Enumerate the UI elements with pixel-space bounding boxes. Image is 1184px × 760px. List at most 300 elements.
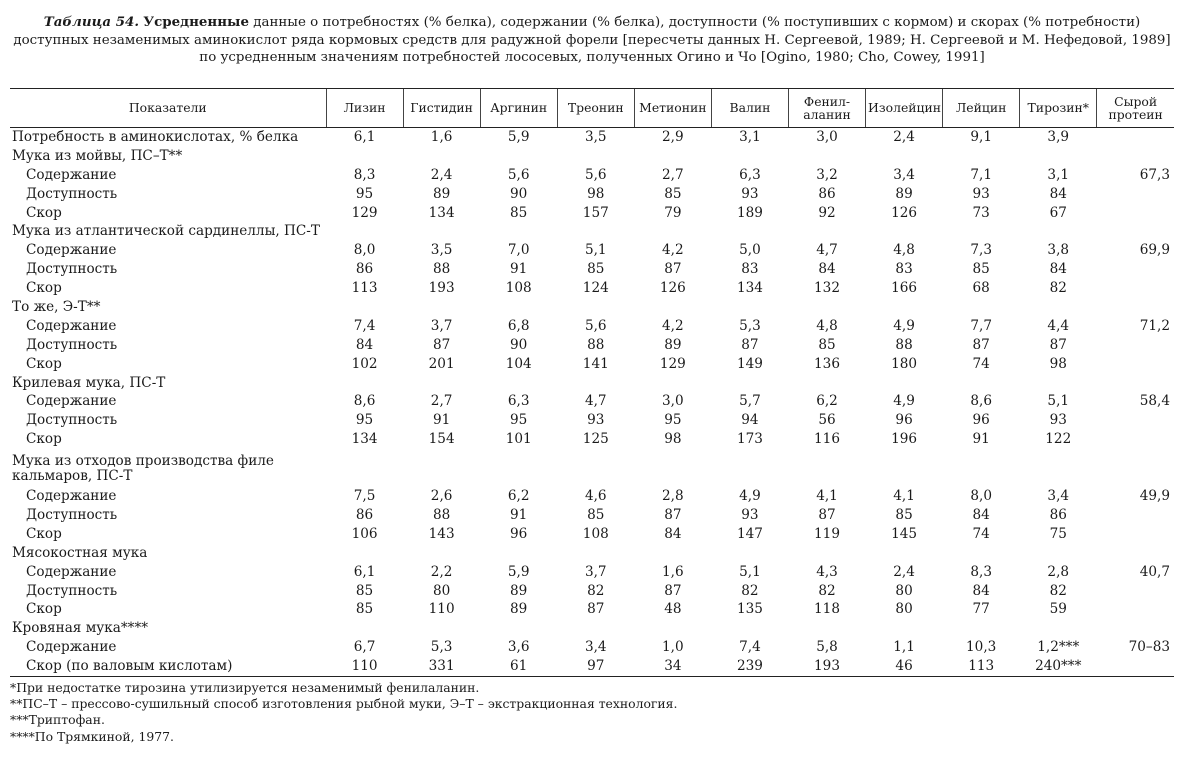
- table-cell: 4,2: [662, 317, 684, 334]
- table-cell: 95: [355, 185, 374, 202]
- table-row: [10, 185, 1174, 204]
- table-row: [10, 563, 1174, 582]
- row-label: Скор: [26, 525, 62, 542]
- table-row: [10, 204, 1174, 223]
- table-row: [10, 411, 1174, 430]
- row-label: Содержание: [26, 488, 117, 505]
- protein-cell: 67,3: [1139, 166, 1170, 183]
- empty-cell: [943, 544, 1020, 563]
- table-row: [10, 317, 1174, 336]
- table-cell: 93: [741, 185, 759, 202]
- table-cell: 93: [1049, 412, 1067, 429]
- table-cell: 201: [428, 355, 455, 372]
- table-caption: [10, 14, 1174, 67]
- protein-cell: 40,7: [1139, 563, 1170, 580]
- table-cell: 8,6: [970, 393, 992, 410]
- empty-cell: [1020, 544, 1097, 563]
- table-cell: 94: [741, 412, 759, 429]
- table-cell: 87: [1049, 336, 1067, 353]
- empty-cell: [1097, 147, 1174, 166]
- table-cell: 2,7: [662, 166, 684, 183]
- empty-cell: [326, 374, 403, 393]
- column-header: Лейцин: [943, 89, 1020, 128]
- table-cell: 5,3: [430, 639, 453, 656]
- table-cell: 7,4: [739, 639, 761, 656]
- row-label: Скор: [26, 601, 62, 618]
- row-label: Содержание: [26, 563, 117, 580]
- table-cell: 46: [866, 657, 943, 676]
- table-cell: 84: [972, 582, 990, 599]
- table-cell: 4,7: [816, 242, 838, 259]
- table-cell: 48: [664, 601, 682, 618]
- table-cell: 8,6: [353, 393, 376, 410]
- table-cell: 6,2: [507, 488, 530, 505]
- protein-cell: 58,4: [1139, 393, 1170, 410]
- empty-cell: [480, 222, 557, 241]
- empty-cell: [1097, 298, 1174, 317]
- table-cell: 80: [432, 582, 451, 599]
- empty-cell: [557, 619, 634, 638]
- table-cell: 93: [972, 185, 990, 202]
- table-cell: 10,3: [966, 639, 997, 656]
- empty-cell: [326, 298, 403, 317]
- table-cell: 124: [582, 280, 609, 297]
- table-cell: 8,0: [970, 488, 992, 505]
- table-cell: 4,1: [816, 488, 838, 505]
- row-label: Содержание: [26, 242, 117, 259]
- empty-cell: [403, 298, 480, 317]
- table-cell: 74: [972, 525, 990, 542]
- table-cell: 85: [355, 582, 374, 599]
- table-cell: 5,0: [739, 242, 761, 259]
- table-cell: 5,3: [739, 317, 761, 334]
- table-cell: 98: [587, 185, 605, 202]
- empty-cell: [943, 147, 1020, 166]
- column-header: Гистидин: [403, 89, 480, 128]
- table-cell: 6,3: [739, 166, 761, 183]
- table-row: [10, 166, 1174, 185]
- empty-cell: [866, 374, 943, 393]
- protein-cell: [1097, 430, 1174, 449]
- table-cell: 79: [664, 204, 682, 221]
- row-label: Мука из мойвы, ПС–Т**: [12, 147, 183, 164]
- table-cell: 7,0: [507, 242, 530, 259]
- table-cell: 157: [582, 204, 609, 221]
- table-cell: 5,6: [584, 166, 607, 183]
- table-cell: 154: [428, 431, 455, 448]
- table-cell: 132: [814, 280, 840, 297]
- row-label: Кровяная мука****: [12, 620, 149, 637]
- table-cell: 108: [582, 525, 609, 542]
- table-cell: 84: [818, 261, 836, 278]
- table-row: [10, 392, 1174, 411]
- protein-cell: [1097, 525, 1174, 544]
- table-cell: 3,0: [816, 128, 838, 145]
- empty-cell: [557, 544, 634, 563]
- table-cell: 96: [972, 412, 990, 429]
- table-cell: 7,4: [353, 317, 376, 334]
- row-label: Скор: [26, 431, 62, 448]
- protein-cell: [1097, 582, 1174, 601]
- table-cell: 4,7: [584, 393, 607, 410]
- table-cell: 6,3: [507, 393, 530, 410]
- table-cell: 61: [480, 657, 557, 676]
- row-label: Содержание: [26, 393, 117, 410]
- row-label: Скор (по валовым кислотам): [10, 657, 326, 676]
- table-cell: 4,8: [893, 242, 915, 259]
- empty-cell: [866, 449, 943, 487]
- table-cell: 4,4: [1047, 317, 1070, 334]
- empty-cell: [480, 544, 557, 563]
- protein-cell: 69,9: [1139, 242, 1170, 259]
- table-cell: 134: [736, 280, 763, 297]
- row-label: Скор: [26, 204, 62, 221]
- table-cell: 7,3: [970, 242, 992, 259]
- row-label: Содержание: [26, 317, 117, 334]
- table-cell: 193: [428, 280, 455, 297]
- table-cell: 6,1: [353, 128, 376, 145]
- table-cell: 3,9: [1047, 128, 1070, 145]
- table-cell: 87: [972, 336, 990, 353]
- table-cell: 85: [818, 336, 836, 353]
- table-cell: 84: [1049, 261, 1067, 278]
- table-cell: 6,8: [507, 317, 530, 334]
- table-cell: 3,6: [507, 639, 530, 656]
- empty-cell: [557, 222, 634, 241]
- row-label: Мука из отходов производства филе кальмаров, ПС-Т: [12, 453, 274, 485]
- protein-cell: 49,9: [1139, 488, 1170, 505]
- table-cell: 129: [659, 355, 686, 372]
- empty-cell: [788, 449, 865, 487]
- table-cell: 95: [355, 412, 374, 429]
- row-label: Доступность: [26, 582, 118, 599]
- empty-cell: [480, 619, 557, 638]
- row-label: Скор: [26, 280, 62, 297]
- row-label: То же, Э-Т**: [12, 298, 101, 315]
- table-cell: 88: [895, 336, 913, 353]
- row-label: Содержание: [26, 639, 117, 656]
- table-cell: 87: [432, 336, 451, 353]
- table-cell: 84: [664, 525, 682, 542]
- table-cell: 5,1: [1047, 393, 1070, 410]
- empty-cell: [403, 544, 480, 563]
- table-cell: 126: [891, 204, 918, 221]
- caption-text: данные о потребностях (% белка), содержании (% белка), доступности (% поступивших с кормом) и скорах (% потребности) доступных незаменимых аминокислот ряда кормовых средств для радужной форели [пересчеты данных Н. Сергеевой, 1989; Н. Сергеевой и М. Нефедовой, 1989] по усредненным значениям потребностей лососевых, полученных Огино и Чо [Ogino, 1980; Cho, Cowey, 1991]: [13, 15, 1171, 65]
- table-cell: 129: [351, 204, 378, 221]
- empty-cell: [1097, 619, 1174, 638]
- empty-cell: [711, 374, 788, 393]
- table-cell: 3,2: [816, 166, 838, 183]
- table-cell: 4,8: [816, 317, 838, 334]
- table-row: [10, 147, 1174, 166]
- table-cell: 5,7: [739, 393, 761, 410]
- row-label: Содержание: [26, 166, 117, 183]
- table-row: [10, 128, 1174, 147]
- protein-cell: [1097, 336, 1174, 355]
- empty-cell: [1097, 222, 1174, 241]
- row-label: Скор: [26, 355, 62, 372]
- amino-acid-table: [10, 88, 1174, 677]
- empty-cell: [326, 544, 403, 563]
- table-cell: 96: [510, 525, 528, 542]
- empty-cell: [403, 147, 480, 166]
- table-cell: 77: [972, 601, 990, 618]
- table-cell: 4,2: [662, 242, 684, 259]
- empty-cell: [1020, 449, 1097, 487]
- table-cell: 106: [351, 525, 378, 542]
- table-row: [10, 487, 1174, 506]
- table-cell: 113: [943, 657, 1020, 676]
- table-row: [10, 430, 1174, 449]
- row-label: Мука из атлантической сардинеллы, ПС-Т: [12, 223, 320, 240]
- table-cell: 91: [510, 506, 528, 523]
- table-cell: 2,4: [893, 563, 915, 580]
- table-header-row: [10, 89, 1174, 128]
- empty-cell: [634, 147, 711, 166]
- table-cell: 92: [818, 204, 836, 221]
- table-cell: 189: [736, 204, 763, 221]
- table-cell: 84: [1049, 185, 1067, 202]
- table-cell: 89: [432, 185, 451, 202]
- table-cell: 74: [972, 355, 990, 372]
- empty-cell: [480, 147, 557, 166]
- table-cell: 82: [741, 582, 759, 599]
- table-cell: 2,8: [1047, 563, 1070, 580]
- table-cell: 8,0: [353, 242, 376, 259]
- table-cell: 96: [895, 412, 913, 429]
- table-cell: 87: [664, 261, 682, 278]
- empty-cell: [943, 374, 1020, 393]
- table-cell: 88: [587, 336, 605, 353]
- table-row: [10, 222, 1174, 241]
- table-cell: 86: [355, 261, 374, 278]
- empty-cell: [557, 374, 634, 393]
- empty-cell: [403, 449, 480, 487]
- table-cell: 87: [741, 336, 759, 353]
- empty-cell: [326, 147, 403, 166]
- table-cell: 101: [505, 431, 532, 448]
- table-cell: 91: [972, 431, 990, 448]
- table-cell: 56: [818, 412, 836, 429]
- empty-cell: [1097, 449, 1174, 487]
- empty-cell: [480, 374, 557, 393]
- table-cell: 93: [587, 412, 605, 429]
- caption-bold-text: Усредненные: [143, 14, 249, 30]
- table-cell: 80: [895, 582, 913, 599]
- caption-label: Таблица 54.: [43, 14, 139, 30]
- table-cell: 3,4: [1047, 488, 1070, 505]
- table-cell: 7,5: [353, 488, 376, 505]
- table-cell: 6,2: [816, 393, 838, 410]
- protein-cell: [1097, 600, 1174, 619]
- table-cell: 86: [355, 506, 374, 523]
- table-cell: 90: [510, 336, 528, 353]
- empty-cell: [557, 147, 634, 166]
- table-cell: 3,1: [739, 128, 761, 145]
- protein-cell: [1097, 506, 1174, 525]
- empty-cell: [1097, 544, 1174, 563]
- empty-cell: [326, 619, 403, 638]
- empty-cell: [634, 544, 711, 563]
- column-header: Валин: [711, 89, 788, 128]
- column-header: Аргинин: [480, 89, 557, 128]
- table-cell: 173: [736, 431, 763, 448]
- table-cell: 1,6: [430, 128, 453, 145]
- empty-cell: [634, 449, 711, 487]
- table-cell: 5,8: [816, 639, 838, 656]
- column-header: Треонин: [557, 89, 634, 128]
- table-cell: 34: [634, 657, 711, 676]
- table-row: [10, 374, 1174, 393]
- row-label: Доступность: [26, 185, 118, 202]
- table-cell: 89: [895, 185, 913, 202]
- table-cell: 80: [895, 601, 913, 618]
- table-cell: 122: [1045, 431, 1072, 448]
- row-label: Мясокостная мука: [12, 544, 148, 561]
- table-cell: 97: [557, 657, 634, 676]
- empty-cell: [943, 449, 1020, 487]
- table-row: [10, 260, 1174, 279]
- table-cell: 82: [1049, 280, 1067, 297]
- column-header: Фенил-аланин: [788, 89, 865, 128]
- table-cell: 5,1: [739, 563, 761, 580]
- table-cell: 82: [587, 582, 605, 599]
- empty-cell: [711, 222, 788, 241]
- table-cell: 3,4: [893, 166, 915, 183]
- table-cell: 95: [510, 412, 528, 429]
- table-cell: 8,3: [353, 166, 376, 183]
- table-cell: 7,1: [970, 166, 992, 183]
- table-cell: 91: [510, 261, 528, 278]
- table-cell: 85: [972, 261, 990, 278]
- table-row: [10, 525, 1174, 544]
- table-cell: 166: [891, 280, 918, 297]
- table-cell: 3,0: [662, 393, 684, 410]
- table-cell: 102: [351, 355, 378, 372]
- protein-cell: [1097, 355, 1174, 374]
- table-cell: 116: [814, 431, 840, 448]
- table-cell: 147: [736, 525, 763, 542]
- table-cell: 5,9: [507, 563, 530, 580]
- empty-cell: [634, 222, 711, 241]
- empty-cell: [866, 544, 943, 563]
- table-cell: 89: [510, 601, 528, 618]
- column-header: Метионин: [634, 89, 711, 128]
- table-row: [10, 544, 1174, 563]
- protein-cell: [1097, 185, 1174, 204]
- empty-cell: [943, 619, 1020, 638]
- table-cell: 110: [326, 657, 403, 676]
- table-cell: 118: [814, 601, 840, 618]
- table-cell: 180: [891, 355, 918, 372]
- table-row: [10, 657, 1174, 676]
- empty-cell: [788, 544, 865, 563]
- table-cell: 85: [355, 601, 374, 618]
- empty-cell: [788, 374, 865, 393]
- empty-cell: [943, 222, 1020, 241]
- table-row: [10, 336, 1174, 355]
- table-cell: 149: [736, 355, 763, 372]
- table-row: [10, 638, 1174, 657]
- table-cell: 7,7: [970, 317, 992, 334]
- empty-cell: [1020, 147, 1097, 166]
- table-cell: 331: [403, 657, 480, 676]
- column-header: Тирозин*: [1020, 89, 1097, 128]
- table-cell: 125: [582, 431, 609, 448]
- protein-cell: 71,2: [1139, 317, 1170, 334]
- column-header: Изолейцин: [866, 89, 943, 128]
- table-cell: 5,1: [584, 242, 607, 259]
- protein-cell: [1097, 204, 1174, 223]
- table-cell: 240***: [1020, 657, 1097, 676]
- table-cell: 110: [428, 601, 455, 618]
- empty-cell: [557, 449, 634, 487]
- empty-cell: [1020, 374, 1097, 393]
- table-row: [10, 449, 1174, 487]
- row-label: Крилевая мука, ПС-Т: [12, 374, 166, 391]
- footnote: ****По Трямкиной, 1977.: [10, 728, 174, 744]
- table-cell: 82: [1049, 582, 1067, 599]
- table-cell: 85: [510, 204, 528, 221]
- table-cell: 3,7: [584, 563, 607, 580]
- table-cell: 85: [587, 506, 605, 523]
- empty-cell: [711, 544, 788, 563]
- empty-cell: [711, 619, 788, 638]
- table-cell: 1,1: [893, 639, 915, 656]
- table-cell: 87: [664, 582, 682, 599]
- table-cell: 5,9: [507, 128, 530, 145]
- table-cell: 6,7: [353, 639, 376, 656]
- table-cell: 87: [818, 506, 836, 523]
- empty-cell: [866, 298, 943, 317]
- table-cell: 2,4: [430, 166, 453, 183]
- table-row: [10, 241, 1174, 260]
- table-cell: 1,0: [662, 639, 684, 656]
- table-cell: 2,9: [662, 128, 684, 145]
- table-cell: 75: [1049, 525, 1067, 542]
- table-cell: 143: [428, 525, 455, 542]
- empty-cell: [1020, 298, 1097, 317]
- empty-cell: [788, 298, 865, 317]
- empty-cell: [403, 222, 480, 241]
- table-cell: 68: [972, 280, 990, 297]
- table-cell: 85: [895, 506, 913, 523]
- protein-cell: [1097, 260, 1174, 279]
- table-cell: 196: [891, 431, 918, 448]
- table-cell: 88: [432, 261, 451, 278]
- table-cell: 89: [664, 336, 682, 353]
- table-cell: 85: [587, 261, 605, 278]
- table-cell: 136: [814, 355, 840, 372]
- table-cell: 4,3: [816, 563, 838, 580]
- table-cell: 98: [1049, 355, 1067, 372]
- protein-cell: [1097, 411, 1174, 430]
- table-cell: 113: [351, 280, 378, 297]
- empty-cell: [1020, 222, 1097, 241]
- table-cell: 108: [505, 280, 532, 297]
- empty-cell: [634, 298, 711, 317]
- table-cell: 135: [736, 601, 763, 618]
- footnote: **ПС–Т – прессово-сушильный способ изготовления рыбной муки, Э–Т – экстракционная технология.: [10, 696, 678, 712]
- table-body: [10, 128, 1174, 677]
- table-cell: 2,4: [893, 128, 915, 145]
- table-cell: 119: [814, 525, 840, 542]
- protein-cell: [1097, 128, 1174, 147]
- protein-cell: 70–83: [1128, 639, 1170, 656]
- table-cell: 2,8: [662, 488, 684, 505]
- table-cell: 4,9: [739, 488, 761, 505]
- table-cell: 83: [895, 261, 913, 278]
